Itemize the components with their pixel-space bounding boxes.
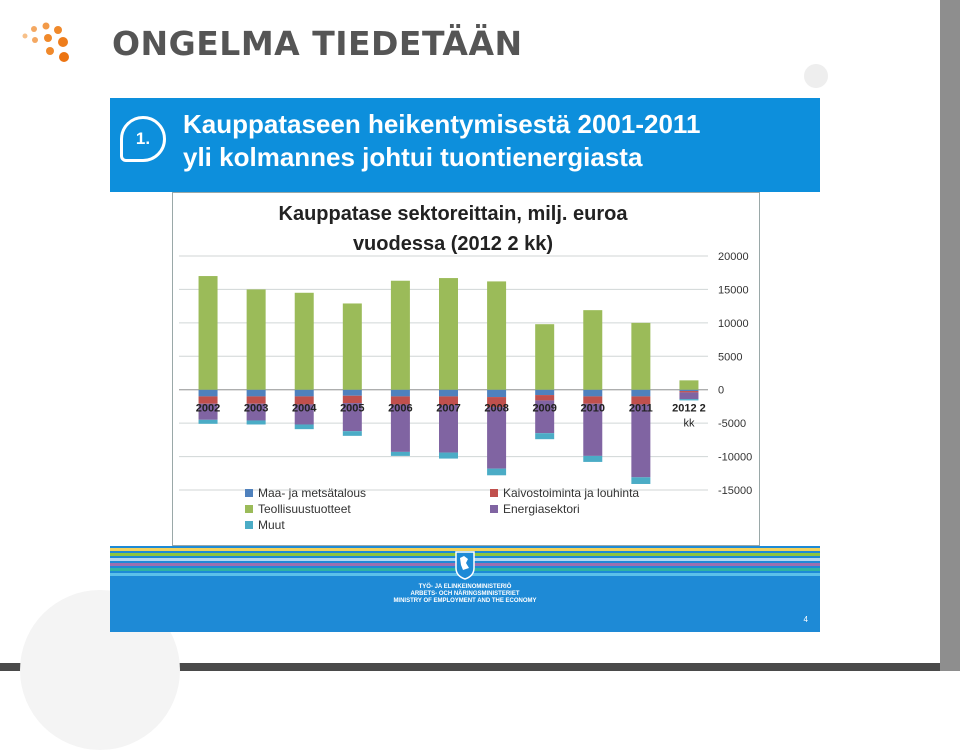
chart-panel [172, 192, 760, 546]
legend-swatch [245, 489, 253, 497]
decorative-dot [804, 64, 828, 88]
bar-segment [679, 391, 698, 392]
y-tick-label: -5000 [718, 418, 747, 431]
legend-swatch [490, 505, 498, 513]
coat-of-arms-icon [454, 550, 476, 580]
x-tick-label: 2003 [243, 402, 269, 415]
bar-segment [487, 407, 506, 469]
bar-segment [535, 390, 554, 395]
bar-segment [631, 404, 650, 477]
x-tick-label: 2011 [628, 402, 653, 415]
y-tick-label: -10000 [718, 451, 753, 464]
legend-label: Kaivostoiminta ja louhinta [503, 486, 640, 500]
legend-swatch [245, 521, 253, 529]
bar-segment [535, 433, 554, 439]
bar-segment [679, 390, 698, 391]
y-tick-label: -15000 [718, 485, 753, 497]
bar-segment [631, 390, 650, 397]
x-tick-label: 2009 [532, 402, 557, 415]
y-tick-label: 5000 [718, 351, 743, 364]
ministry-name [110, 584, 820, 605]
bar-segment [439, 278, 458, 390]
bar-segment [343, 390, 362, 396]
x-tick-label: 2012 2 [672, 402, 706, 415]
bar-segment [247, 390, 266, 397]
y-tick-label: 20000 [718, 251, 749, 263]
slide-banner [110, 98, 820, 192]
x-tick-label: 2008 [484, 402, 509, 415]
y-tick-label: 10000 [718, 317, 749, 330]
legend-item [245, 518, 285, 532]
chart-title-line-1: Kauppatase sektoreittain, milj. euroa [278, 203, 628, 225]
page-title: ONGELMA TIEDETÄÄN [112, 24, 523, 63]
bar-segment [583, 390, 602, 397]
legend-item [245, 502, 351, 516]
legend-label: Energiasektori [503, 502, 580, 516]
bar-segment [199, 420, 218, 424]
bar-segment [583, 310, 602, 390]
bar-segment [247, 420, 266, 424]
slide-page-number: 4 [803, 615, 808, 624]
ministry-name-en: MINISTRY OF EMPLOYMENT AND THE ECONOMY [393, 598, 537, 604]
bar-segment [535, 395, 554, 400]
legend-label: Teollisuustuotteet [258, 502, 351, 516]
legend-label: Muut [258, 518, 285, 532]
x-tick-label: 2004 [291, 402, 317, 415]
y-tick-label: 0 [718, 384, 725, 397]
bar-segment [487, 390, 506, 397]
x-tick-label-cont: kk [683, 417, 695, 430]
bar-segment [391, 390, 410, 397]
bar-segment [679, 399, 698, 400]
chart-title-line-2: vuodessa (2012 2 kk) [352, 233, 554, 255]
bar-segment [487, 469, 506, 476]
right-edge-rail [940, 0, 960, 671]
bar-segment [679, 380, 698, 389]
bar-segment [295, 390, 314, 397]
legend-label: Maa- ja metsätalous [258, 486, 367, 500]
x-tick-label: 2006 [388, 402, 413, 415]
bar-segment [295, 293, 314, 390]
legend-item [245, 486, 366, 500]
legend-item [490, 502, 580, 516]
slide-headline [183, 108, 700, 174]
x-tick-label: 2010 [580, 402, 606, 415]
bar-segment [631, 323, 650, 390]
bar-segment [343, 431, 362, 436]
bar-segment [199, 276, 218, 390]
bar-segment [439, 390, 458, 397]
bar-segment [487, 281, 506, 389]
bar-segment [247, 289, 266, 389]
bar-segment [583, 456, 602, 462]
x-tick-label: 2002 [195, 402, 221, 415]
legend-swatch [490, 489, 498, 497]
bar-segment [343, 303, 362, 389]
headline-line-2: yli kolmannes johtui tuontienergiasta [183, 142, 643, 172]
y-tick-label: 15000 [718, 284, 749, 297]
bar-segment [391, 281, 410, 390]
ministry-name-fi: TYÖ- JA ELINKEINOMINISTERIÖ [418, 584, 512, 590]
bar-segment [439, 453, 458, 459]
headline-line-1: Kauppataseen heikentymisestä 2001-2011 [183, 109, 701, 139]
bar-segment [391, 452, 410, 456]
bar-segment [631, 477, 650, 484]
legend-swatch [245, 505, 253, 513]
brand-logo-icon [18, 20, 88, 74]
bar-segment [295, 424, 314, 429]
footer-band [110, 546, 820, 632]
legend-item [490, 486, 639, 500]
bar-segment [535, 324, 554, 390]
bar-segment [199, 390, 218, 397]
slide-number-badge: 1. [120, 116, 166, 162]
x-tick-label: 2007 [436, 402, 461, 415]
x-tick-label: 2005 [340, 402, 365, 415]
ministry-name-sv: ARBETS- OCH NÄRINGSMINISTERIET [410, 591, 520, 597]
bar-segment [679, 392, 698, 399]
